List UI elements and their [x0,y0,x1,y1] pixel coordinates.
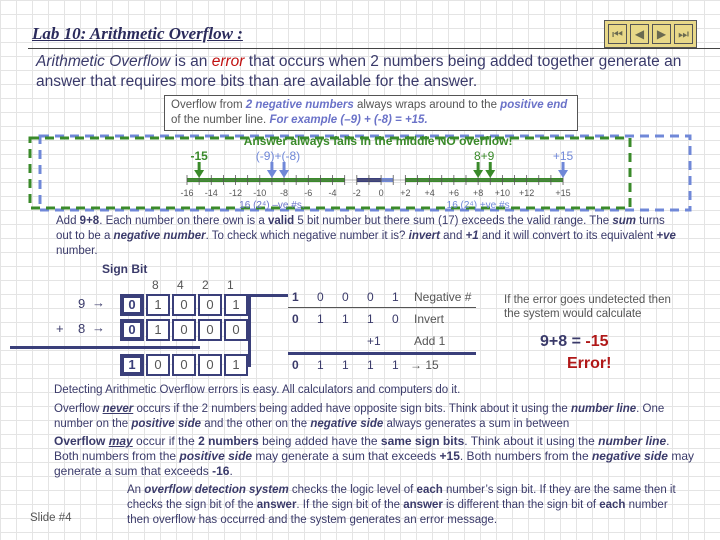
text-segment: that occurs when 2 numbers being added together generate an answer that requires more bits than are available for the answer. [36,53,682,90]
check-bit: 1 [392,358,399,372]
neg-end-label: -15 [190,149,208,163]
tick-label: -16 [180,188,194,198]
bit-cell: 0 [172,294,196,316]
text-segment: valid [267,215,295,227]
first-slide-button[interactable] [608,24,627,44]
result-lhs: 9+8 = [540,333,586,350]
text-segment: Add [56,215,80,227]
connector-line [248,294,288,297]
may-overflow-text [54,434,694,479]
arrowhead-icon [558,170,568,178]
check-divider [288,352,476,355]
tick-label: -12 [229,188,243,198]
wrong-result [540,333,609,351]
check-bit: 1 [342,358,349,372]
bit-cell: 0 [198,294,222,316]
next-slide-button[interactable] [652,24,671,44]
title-divider [28,48,720,49]
connector-line [248,294,251,367]
sum-bit-cell: 0 [172,354,196,376]
tick-label: +10 [494,188,511,198]
text-segment: -16 [212,464,230,478]
text-segment: number line [570,403,637,415]
tick-label: +6 [448,188,459,198]
text-segment: may generate a sum that exceeds [54,449,694,478]
check-note: Add 1 [414,334,446,348]
text-segment: occur if the [132,434,199,448]
text-segment: For example (–9) + (-8) = +15. [269,114,428,126]
text-segment: is an [174,53,212,70]
bit-cell: 1 [146,294,170,316]
text-segment: may generate a sum that exceeds [252,449,440,463]
pos-range-label: 16 (2⁴) +ve #s [446,200,510,211]
text-segment: Overflow from [171,99,246,111]
tick-label: -4 [328,188,337,198]
tick-label: +2 [400,188,411,198]
neg-sum-label: (-9)+(-8) [255,149,301,163]
text-segment: . [229,464,233,478]
text-segment: positive side [131,418,202,430]
text-segment: 2 numbers [198,434,259,448]
text-segment: same sign bits [380,434,465,448]
text-segment: each [599,499,626,511]
text-segment: overflow detection system [144,484,289,496]
check-note: → 15 [410,358,439,372]
arrowhead-icon [485,170,495,178]
text-segment: being added have the [258,434,381,448]
tick-label: +8 [472,188,484,198]
bit-cell: 0 [120,319,144,341]
detection-text [54,383,694,432]
text-segment: answer [256,499,297,511]
text-segment: . Both numbers from the [459,449,592,463]
detection-system-text [127,483,687,528]
check-bit: 1 [392,290,399,304]
text-segment: +1 [465,230,479,242]
text-segment: An [127,484,145,496]
binary-adder [56,262,490,382]
check-bit: 1 [292,290,299,304]
text-segment: checks the logic level of [288,484,417,496]
intro-text [36,52,706,92]
tick-label: +12 [518,188,535,198]
sum-bit-cell: 0 [198,354,222,376]
tick-label: +15 [555,188,571,198]
bit-cell: 1 [224,294,248,316]
text-segment: turns out to be a [56,215,665,242]
bit-cell: 0 [224,319,248,341]
text-segment: . To check which negative number it is? [205,230,409,242]
operand-label: 8 [78,321,86,336]
text-segment: negative side [310,418,384,430]
check-bit: 1 [367,358,374,372]
sum-bit-cell: 1 [120,354,144,376]
text-segment: answer [403,499,443,511]
text-segment: is different than the sign bit of [442,499,600,511]
result-rhs: -15 [585,333,609,350]
text-segment: negative side [591,449,668,463]
bit-cell: 0 [120,294,144,316]
middle-label: Answer always falls in the middle NO overflow! [243,134,513,148]
callout-box [164,95,578,131]
text-segment: . If the sign bit of the [296,499,404,511]
text-segment: always wraps around to the [353,99,501,111]
operand-label: 9 [78,296,86,311]
pos-end-label: +15 [552,149,574,163]
text-segment: always generates a sum in between [383,418,570,430]
bit-cell: 0 [172,319,196,341]
last-slide-button[interactable] [674,24,693,44]
text-segment: negative number [113,230,206,242]
text-segment: sum [612,215,636,227]
text-segment: each [416,484,443,496]
bit-weight: 4 [177,278,184,292]
check-bit: 1 [317,312,324,326]
text-segment: Overflow [54,434,109,448]
bit-weight: 2 [202,278,209,292]
triangle-right-icon: ▶ [656,27,667,41]
sign-bit-label: Sign Bit [102,262,148,276]
text-segment: 2 negative numbers [245,99,354,111]
text-segment: +ve [656,230,676,242]
check-note: Invert [414,312,445,326]
tick-label: -8 [280,188,289,198]
check-bit: 0 [367,290,374,304]
error-label: Error! [567,355,612,372]
skip-forward-icon: ⏭ [678,26,689,41]
text-segment: 5 bit number but there sum (17) exceeds the valid range. The [294,215,613,227]
skip-back-icon: ⏮ [612,26,623,41]
slide-navigation [604,20,697,48]
text-segment: +15 [439,449,460,463]
tick-label: -14 [204,188,218,198]
text-segment: of the number line. [171,114,270,126]
slide-title: Lab 10: Arithmetic Overflow : [32,24,243,43]
bit-weight: 1 [227,278,234,292]
text-segment: . One number on the [54,403,665,430]
text-segment: invert [408,230,440,242]
text-segment: . Each number on there own is a [99,215,268,227]
text-segment: and the other on the [201,418,311,430]
sum-bit-cell: 0 [146,354,170,376]
bit-cell: 0 [198,319,222,341]
sum-divider [10,346,200,349]
text-segment: . Both numbers from the [54,434,670,463]
text-segment: number’s sign bit. If they are the same then it checks the sign bit of the [127,484,676,511]
check-bit: 1 [342,312,349,326]
check-bit: 0 [317,290,324,304]
check-bit: 1 [317,358,324,372]
pos-sum-label: 8+9 [474,149,495,163]
arrowhead-icon [194,170,204,178]
text-segment: and it will convert to its equivalent [478,230,657,242]
tick-label: +4 [424,188,435,198]
arrowhead-icon [267,170,277,178]
triangle-left-icon: ◀ [634,27,645,41]
text-segment: Detecting Arithmetic Overflow errors is easy. All calculators and computers do it. [54,384,461,396]
text-segment: Overflow [54,403,103,415]
check-note: Negative # [414,290,472,304]
text-segment: number then overflow has occurred and the system generates an error message. [127,499,668,526]
text-segment: occurs if the 2 numbers being added have opposite sign bits. Think about it using the [133,403,571,415]
text-segment: number. [56,245,98,257]
check-bit: 0 [342,290,349,304]
check-bit: 0 [292,358,299,372]
tick-label: -2 [352,188,361,198]
check-bit: 0 [292,312,299,326]
right-arrow-icon: → [92,320,105,335]
check-divider [288,307,476,308]
text-segment: Arithmetic Overflow [36,53,175,70]
arrowhead-icon [279,170,289,178]
right-arrow-icon: → [92,295,105,310]
text-segment: and [439,230,466,242]
arrowhead-icon [473,170,483,178]
bit-weight: 8 [152,278,159,292]
undetected-note: If the error goes undetected then the system would calculate [504,294,671,320]
neg-range-label: 16 (2⁴) –ve #s. [239,200,305,211]
sum-bit-cell: 1 [224,354,248,376]
text-segment: positive end [500,99,568,111]
previous-slide-button[interactable] [630,24,649,44]
check-bit: 0 [392,312,399,326]
explanation-text [56,214,676,259]
check-bit: 1 [367,312,374,326]
slide-number: Slide #4 [30,512,72,524]
text-segment: never [102,403,134,415]
text-segment: 9+8 [79,215,100,227]
tick-label: -6 [304,188,313,198]
tick-label: -10 [253,188,267,198]
check-bit: +1 [367,334,381,348]
text-segment: error [211,53,245,70]
text-segment: number line [598,434,667,448]
text-segment: positive side [179,449,253,463]
tick-label: 0 [378,188,384,198]
bit-cell: 1 [146,319,170,341]
number-line [0,132,720,214]
text-segment: may [108,434,133,448]
plus-sign: + [56,321,64,336]
text-segment: . Think about it using the [464,434,599,448]
